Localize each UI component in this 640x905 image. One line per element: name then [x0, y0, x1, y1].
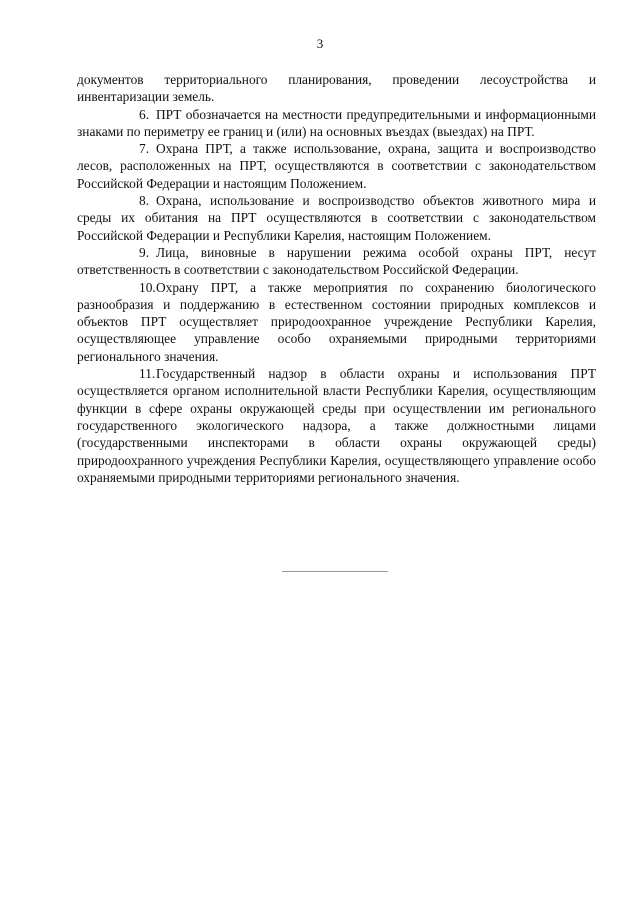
paragraph-text: Охрану ПРТ, а также мероприятия по сохранению биологического разнообразия и поддержанию в естественном состоянии природных комплексов и объектов ПРТ осуществляет природоохранное учреждение Республики Карелия, осуществляющее управление особо охраняемыми природными территориями регионального значения.	[77, 279, 596, 364]
paragraph-number: 11.	[139, 366, 156, 382]
paragraph-continuation: документов территориального планирования, проведении лесоустройства и инвентаризации земель.	[77, 72, 596, 105]
paragraph-10	[77, 279, 596, 365]
paragraph-text: ПРТ обозначается на местности предупредительными и информационными знаками по периметру ее границ и (или) на основных въездах (выездах) на ПРТ.	[77, 106, 596, 139]
paragraph-number: 8.	[139, 193, 150, 209]
paragraph-7	[77, 140, 596, 192]
document-body	[77, 71, 596, 486]
paragraph-9	[77, 244, 596, 279]
paragraph-11	[77, 365, 596, 486]
paragraph-text: Охрана, использование и воспроизводство объектов животного мира и среды их обитания на ПРТ осуществляются в соответствии с законодательством Российской Федерации и Республики Карелия, настоящим Положением.	[77, 193, 596, 243]
paragraph-8	[77, 192, 596, 244]
paragraph-number: 10.	[139, 279, 156, 295]
paragraph-number: 9.	[139, 244, 150, 260]
page-number: 3	[316, 36, 324, 51]
paragraph-number: 6.	[139, 106, 150, 122]
paragraph-number: 7.	[139, 141, 150, 157]
paragraph-text: Охрана ПРТ, а также использование, охрана, защита и воспроизводство лесов, расположенных на ПРТ, осуществляются в соответствии с законодательством Российской Федерации и настоящим Положением.	[77, 141, 596, 191]
paragraph-text: Государственный надзор в области охраны и использования ПРТ осуществляется органом исполнительной власти Республики Карелия, осуществляющим функции в сфере охраны окружающей среды при осуществлении им регионального государственного экологического надзора, а также должностными лицами (государственными инспекторами в области охраны окружающей среды) природоохранного учреждения Республики Карелия, осуществляющего управление особо охраняемыми природными территориями регионального значения.	[77, 366, 596, 485]
paragraph-6	[77, 106, 596, 141]
end-separator-line	[282, 571, 388, 572]
paragraph-text: Лица, виновные в нарушении режима особой охраны ПРТ, несут ответственность в соответствии с законодательством Российской Федерации.	[77, 244, 596, 278]
